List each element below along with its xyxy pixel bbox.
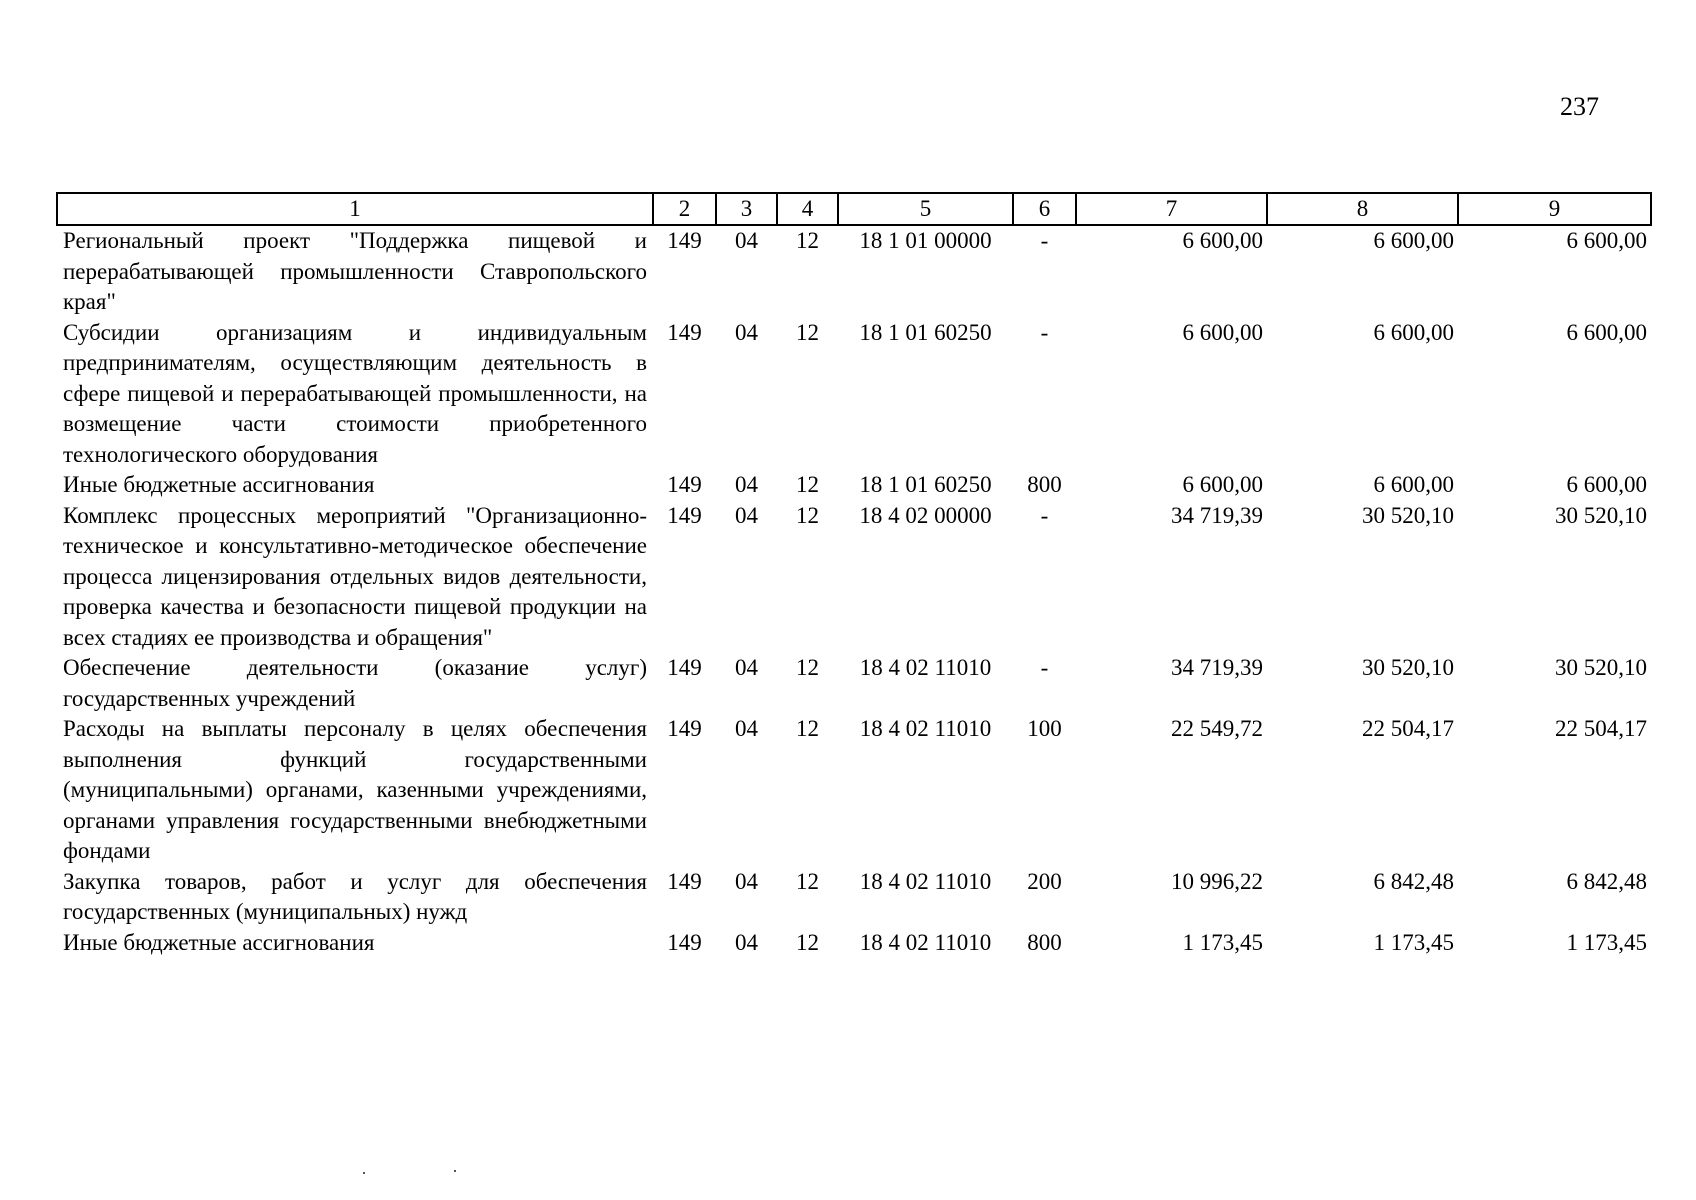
cell-col-4: 12 (796, 929, 819, 955)
cell-col-6: 200 (1027, 868, 1062, 894)
column-header: 3 (716, 193, 777, 225)
cell-col-6: - (1040, 655, 1049, 680)
cell-col-4: 12 (796, 472, 819, 497)
cell-col-5: 18 1 01 60250 (859, 472, 992, 497)
row-name: Иные бюджетные ассигнования (63, 929, 375, 955)
cell-col-7: 10 996,22 (1171, 868, 1263, 894)
cell-col-4: 12 (796, 716, 819, 741)
cell-col-8: 6 600,00 (1373, 319, 1454, 345)
row-name: Обеспечение деятельности (оказание услуг) государственных учреждений (63, 655, 647, 711)
column-header: 2 (653, 193, 716, 225)
cell-col-7: 6 600,00 (1182, 228, 1263, 253)
cell-col-4: 12 (796, 228, 819, 253)
cell-col-9: 6 600,00 (1566, 319, 1647, 345)
cell-col-2: 149 (667, 319, 702, 345)
table-header (57, 193, 1651, 225)
table-row (57, 470, 1651, 501)
cell-col-4: 12 (796, 319, 819, 345)
cell-col-4: 12 (796, 868, 819, 894)
cell-col-3: 04 (735, 319, 758, 345)
row-name: Субсидии организациям и индивидуальным предпринимателям, осуществляющим деятельность в сфере пищевой и перерабатывающей промышленности, на возмещение части стоимости приобретенного технологического оборудования (63, 319, 647, 467)
row-name: Комплекс процессных мероприятий "Организационно-техническое и консультативно-методическое обеспечение процесса лицензирования отдельных видов деятельности, проверка качества и безопасности пищевой продукции на всех стадиях ее производства и обращения" (63, 502, 647, 650)
cell-col-6: 100 (1027, 716, 1062, 741)
cell-col-7: 22 549,72 (1171, 716, 1263, 741)
cell-col-9: 30 520,10 (1555, 655, 1647, 680)
cell-col-5: 18 4 02 11010 (859, 929, 992, 955)
cell-col-7: 34 719,39 (1171, 655, 1263, 680)
cell-col-3: 04 (735, 472, 758, 497)
budget-table (56, 192, 1652, 958)
cell-col-8: 30 520,10 (1362, 502, 1454, 528)
page-number: 237 (1560, 92, 1599, 121)
cell-col-8: 1 173,45 (1373, 929, 1454, 955)
table-row (57, 225, 1651, 318)
cell-col-2: 149 (667, 472, 702, 497)
cell-col-8: 22 504,17 (1362, 716, 1454, 741)
cell-col-2: 149 (667, 228, 702, 253)
scan-speck (363, 1172, 365, 1174)
cell-col-6: 800 (1027, 929, 1062, 955)
scan-speck (454, 1170, 456, 1172)
cell-col-8: 30 520,10 (1362, 655, 1454, 680)
cell-col-5: 18 4 02 11010 (859, 716, 992, 741)
cell-col-8: 6 600,00 (1373, 472, 1454, 497)
table-row (57, 867, 1651, 928)
column-header: 4 (777, 193, 838, 225)
cell-col-9: 22 504,17 (1555, 716, 1647, 741)
cell-col-2: 149 (667, 502, 702, 528)
column-header: 8 (1267, 193, 1458, 225)
row-name: Закупка товаров, работ и услуг для обеспечения государственных (муниципальных) нужд (63, 868, 647, 924)
table-row (57, 928, 1651, 959)
cell-col-9: 6 600,00 (1566, 472, 1647, 497)
cell-col-3: 04 (735, 929, 758, 955)
cell-col-9: 6 600,00 (1566, 228, 1647, 253)
cell-col-7: 1 173,45 (1182, 929, 1263, 955)
cell-col-9: 30 520,10 (1555, 502, 1647, 528)
table-row (57, 318, 1651, 471)
cell-col-9: 6 842,48 (1566, 868, 1647, 894)
row-name: Региональный проект "Поддержка пищевой и перерабатывающей промышленности Ставропольского края" (63, 228, 647, 314)
cell-col-7: 6 600,00 (1182, 472, 1263, 497)
column-header: 1 (57, 193, 653, 225)
cell-col-6: - (1040, 228, 1049, 253)
cell-col-2: 149 (667, 655, 702, 680)
cell-col-5: 18 1 01 60250 (859, 319, 992, 345)
cell-col-3: 04 (735, 716, 758, 741)
cell-col-8: 6 842,48 (1373, 868, 1454, 894)
row-name: Иные бюджетные ассигнования (63, 472, 375, 497)
cell-col-3: 04 (735, 868, 758, 894)
row-name: Расходы на выплаты персоналу в целях обеспечения выполнения функций государственными (муниципальными) органами, казенными учреждениями, органами управления государственными внебюджетными фондами (63, 716, 647, 863)
cell-col-2: 149 (667, 716, 702, 741)
column-header: 6 (1013, 193, 1076, 225)
cell-col-6: - (1040, 502, 1049, 528)
cell-col-3: 04 (735, 228, 758, 253)
cell-col-6: 800 (1027, 472, 1062, 497)
header-row (57, 193, 1651, 225)
column-header: 5 (838, 193, 1013, 225)
cell-col-9: 1 173,45 (1566, 929, 1647, 955)
cell-col-4: 12 (796, 502, 819, 528)
table-row (57, 714, 1651, 867)
cell-col-5: 18 4 02 00000 (859, 502, 992, 528)
cell-col-7: 34 719,39 (1171, 502, 1263, 528)
cell-col-3: 04 (735, 502, 758, 528)
cell-col-2: 149 (667, 868, 702, 894)
cell-col-8: 6 600,00 (1373, 228, 1454, 253)
cell-col-6: - (1040, 319, 1049, 345)
table-row (57, 653, 1651, 714)
cell-col-5: 18 4 02 11010 (859, 868, 992, 894)
cell-col-4: 12 (796, 655, 819, 680)
column-header: 7 (1076, 193, 1267, 225)
cell-col-3: 04 (735, 655, 758, 680)
table-body (57, 225, 1651, 958)
cell-col-2: 149 (667, 929, 702, 955)
table-row (57, 501, 1651, 654)
cell-col-5: 18 1 01 00000 (859, 228, 992, 253)
cell-col-5: 18 4 02 11010 (859, 655, 992, 680)
cell-col-7: 6 600,00 (1182, 319, 1263, 345)
column-header: 9 (1458, 193, 1651, 225)
